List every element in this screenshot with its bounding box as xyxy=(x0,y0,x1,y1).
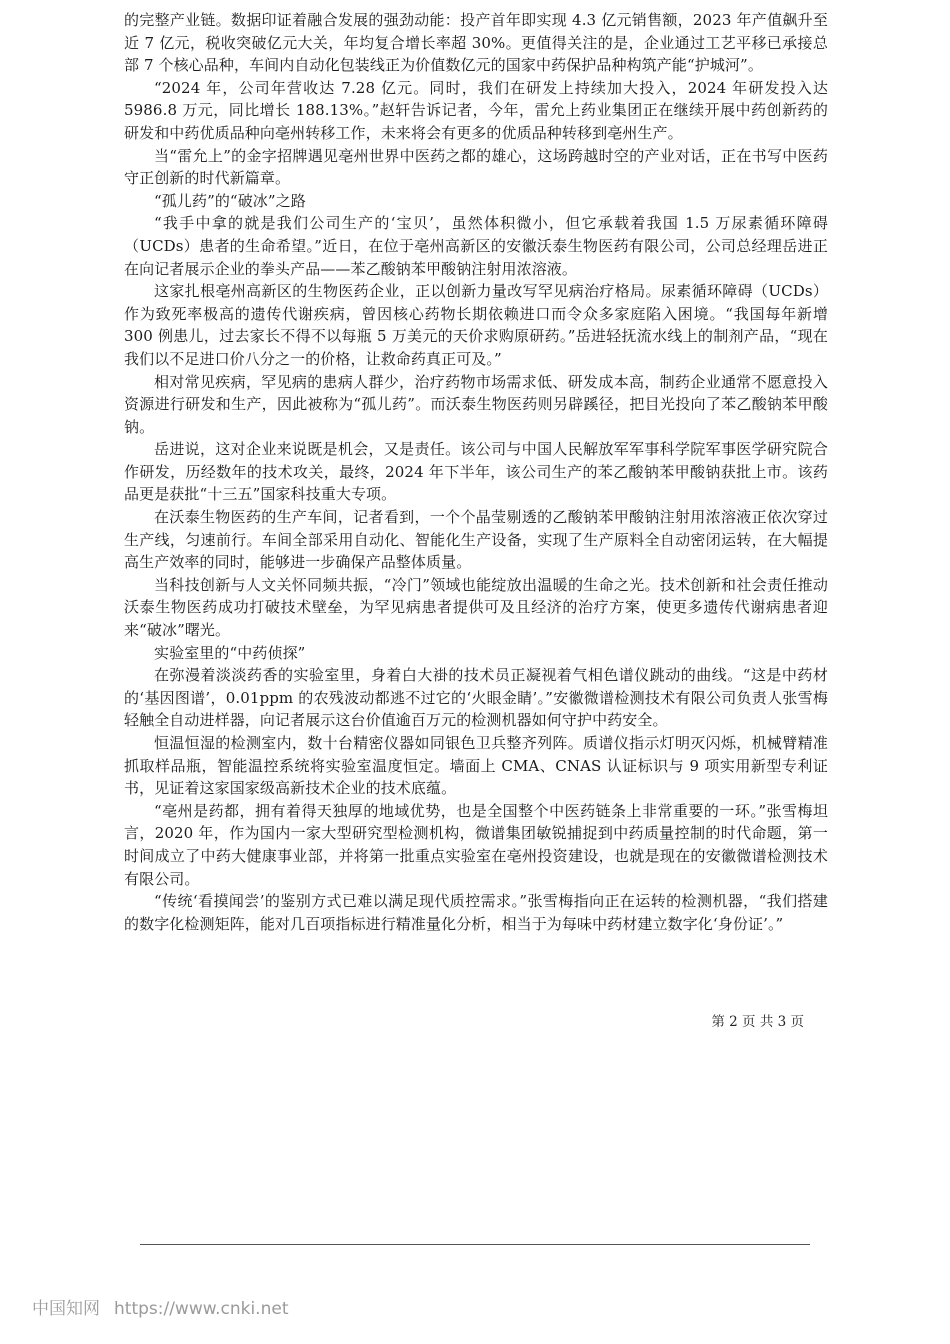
section-heading-lab-detective: 实验室里的“中药侦探” xyxy=(154,643,306,662)
page-number: 第 2 页 共 3 页 xyxy=(711,1014,804,1030)
paragraph-15: “传统‘看摸闻尝’的鉴别方式已难以满足现代质控需求。”张雪梅指向正在运转的检测机器，“我们搭建的数字化检测矩阵，能对几百项指标进行精准量化分析，相当于为每味中药材建立数字化‘身份证’。” xyxy=(124,892,828,933)
paragraph-8: 岳进说，这对企业来说既是机会，又是责任。该公司与中国人民解放军军事科学院军事医学研究院合作研发，历经数年的技术攻关，最终，2024 年下半年，该公司生产的苯乙酸钠苯甲酸钠获批上市。该药品更是获批“十三五”国家科技重大专项。 xyxy=(124,440,828,504)
paragraph-12: 在弥漫着淡淡药香的实验室里，身着白大褂的技术员正凝视着气相色谱仪跳动的曲线。“这是中药材的‘基因图谱’，0.01ppm 的农残波动都逃不过它的‘火眼金睛’。”安徽微谱检测技术有限公司负责人张雪梅轻触全自动进样器，向记者展示这台价值逾百万元的检测机器如何守护中药安全。 xyxy=(124,666,828,730)
paragraph-10: 当科技创新与人文关怀同频共振，“冷门”领域也能绽放出温暖的生命之光。技术创新和社会责任推动沃泰生物医药成功打破技术壁垒，为罕见病患者提供可及且经济的治疗方案，使更多遗传代谢病患者迎来“破冰”曙光。 xyxy=(124,575,828,640)
section-heading-orphan-drug: “孤儿药”的“破冰”之路 xyxy=(154,191,306,210)
cnki-watermark xyxy=(32,1294,288,1319)
paragraph-14: “亳州是药都，拥有着得天独厚的地域优势，也是全国整个中医药链条上非常重要的一环。”张雪梅坦言，2020 年，作为国内一家大型研究型检测机构，微谱集团敏锐捕捉到中药质量控制的时代命题，第一时间成立了中药大健康事业部，并将第一批重点实验室在亳州投资建设，也就是现在的安徽微谱检测技术有限公司。 xyxy=(124,801,828,888)
watermark-brand: 中国知网 xyxy=(32,1299,100,1319)
paragraph-9: 在沃泰生物医药的生产车间，记者看到，一个个晶莹剔透的乙酸钠苯甲酸钠注射用浓溶液正依次穿过生产线，匀速前行。车间全部采用自动化、智能化生产设备，实现了生产原料全自动密闭运转，在大幅提高生产效率的同时，能够进一步确保产品整体质量。 xyxy=(124,508,828,572)
article-body xyxy=(124,9,828,935)
footer-divider xyxy=(140,1244,810,1245)
paragraph-13: 恒温恒湿的检测室内，数十台精密仪器如同银色卫兵整齐列阵。质谱仪指示灯明灭闪烁，机械臂精准抓取样品瓶，智能温控系统将实验室温度恒定。墙面上 CMA、CNAS 认证标识与 9 项实用新型专利证书，见证着这家国家级高新技术企业的技术底蕴。 xyxy=(124,734,828,798)
watermark-url: https://www.cnki.net xyxy=(114,1299,289,1319)
paragraph-6: 这家扎根亳州高新区的生物医药企业，正以创新力量改写罕见病治疗格局。尿素循环障碍（UCDs）作为致死率极高的遗传代谢疾病，曾因核心药物长期依赖进口而令众多家庭陷入困境。“我国每年新增 300 例患儿，过去家长不得不以每瓶 5 万美元的天价求购原研药。”岳进轻抚流水线上的制剂产品，“现在我们以不足进口价八分之一的价格，让救命药真正可及。” xyxy=(124,282,828,368)
paragraph-7: 相对常见疾病，罕见病的患病人群少，治疗药物市场需求低、研发成本高，制药企业通常不愿意投入资源进行研发和生产，因此被称为“孤儿药”。而沃泰生物医药则另辟蹊径，把目光投向了苯乙酸钠苯甲酸钠。 xyxy=(124,372,828,436)
paragraph-2: “2024 年，公司年营收达 7.28 亿元。同时，我们在研发上持续加大投入，2024 年研发投入达 5986.8 万元，同比增长 188.13%。”赵轩告诉记者，今年，雷允上药业集团正在继续开展中药创新药的研发和中药优质品种向亳州转移工作，未来将会有更多的优质品种转移到亳州生产。 xyxy=(124,78,828,142)
paragraph-5: “我手中拿的就是我们公司生产的‘宝贝’，虽然体积微小，但它承载着我国 1.5 万尿素循环障碍（UCDs）患者的生命希望。”近日，在位于亳州高新区的安徽沃泰生物医药有限公司，公司总经理岳进正在向记者展示企业的拳头产品——苯乙酸钠苯甲酸钠注射用浓溶液。 xyxy=(124,214,828,278)
paragraph-3: 当“雷允上”的金字招牌遇见亳州世界中医药之都的雄心，这场跨越时空的产业对话，正在书写中医药守正创新的时代新篇章。 xyxy=(124,146,828,188)
paragraph-1: 的完整产业链。数据印证着融合发展的强劲动能：投产首年即实现 4.3 亿元销售额，2023 年产值飙升至近 7 亿元，税收突破亿元大关，年均复合增长率超 30%。更值得关注的是，企业通过工艺平移已承接总部 7 个核心品种，车间内自动化包装线正为价值数亿元的国家中药保护品种构筑产能“护城河”。 xyxy=(124,11,828,75)
